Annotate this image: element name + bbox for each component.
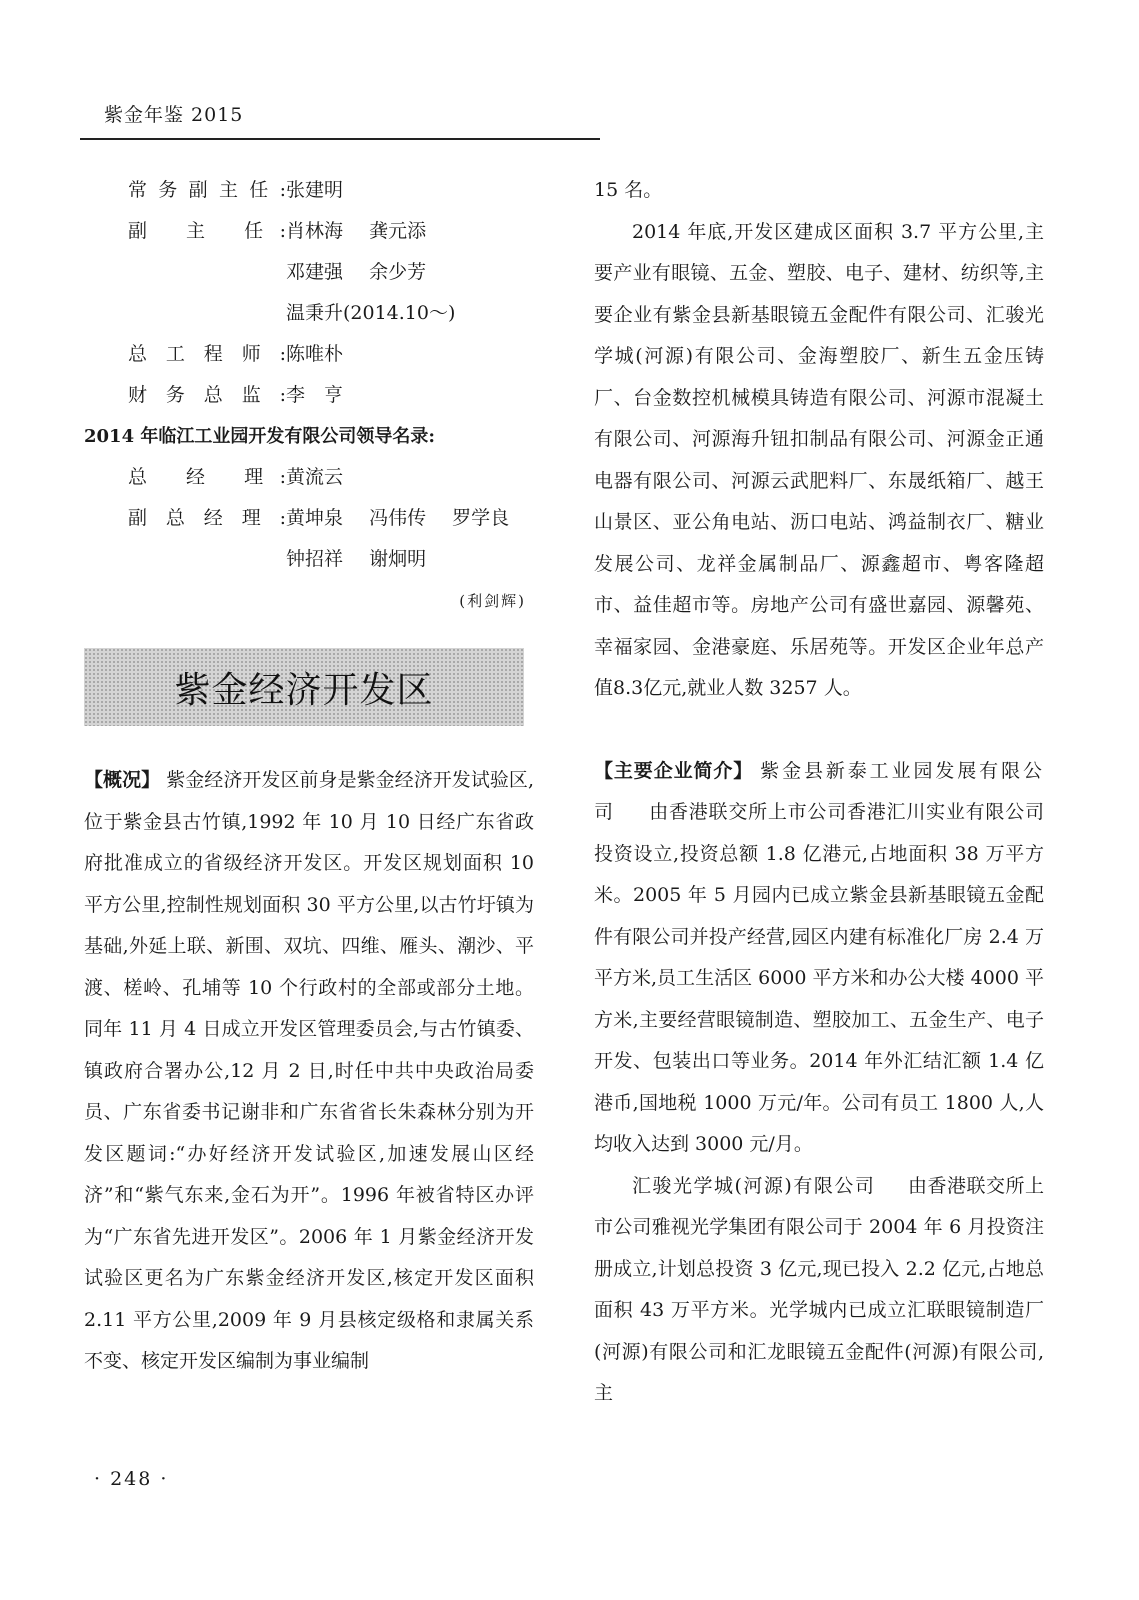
- roster-row: [84, 375, 534, 416]
- roster-role: 常务副主任:: [128, 179, 286, 201]
- roster-name: 李 亨: [286, 384, 344, 406]
- overview-tag: 【概况】: [84, 769, 161, 791]
- leadership-roster: [84, 170, 534, 618]
- roster-name: 肖林海: [286, 220, 344, 242]
- roster-name: 钟招祥: [286, 548, 344, 570]
- enterprise-text: 由香港联交所上市公司香港汇川实业有限公司投资设立,投资总额 1.8 亿港元,占地面积 38 万平方米。2005 年 5 月园内已成立紫金县新基眼镜五金配件有限公司并投产经营,园区内建有标准化厂房 2.4 万平方米,员工生活区 6000 平方米和办公大楼 4000 平方米,主要经营眼镜制造、塑胶加工、五金生产、电子开发、包装出口等业务。2014 年外汇结汇额 1.4 亿港币,国地税 1000 万元/年。公司有员工 1800 人,人均收入达到 3000 元/月。: [594, 801, 1044, 1155]
- roster-name: 龚元添: [369, 220, 427, 242]
- roster-role: 副总经理:: [128, 507, 286, 529]
- roster-role: 副 主 任:: [128, 220, 286, 242]
- roster-name: 温秉升(2014.10～): [286, 302, 456, 324]
- roster-row: [84, 252, 534, 293]
- author-credit: (利剑辉): [459, 592, 526, 610]
- overview-text: 紫金经济开发区前身是紫金经济开发试验区,位于紫金县古竹镇,1992 年 10 月 10 日经广东省政府批准成立的省级经济开发区。开发区规划面积 10 平方公里,控制性规划面积 30 平方公里,以古竹圩镇为基础,外延上联、新围、双坑、四维、雁头、潮沙、平渡、槎岭、孔埔等 10 个行政村的全部或部分土地。同年 11 月 4 日成立开发区管理委员会,与古竹镇委、镇政府合署办公,12 月 2 日,时任中共中央政治局委员、广东省委书记谢非和广东省省长朱森林分别为开发区题词:“办好经济开发试验区,加速发展山区经济”和“紫气东来,金石为开”。1996 年被省特区办评为“广东省先进开发区”。2006 年 1 月紫金经济开发试验区更名为广东紫金经济开发区,核定开发区面积 2.11 平方公里,2009 年 9 月县核定级格和隶属关系不变、核定开发区编制为事业编制: [84, 769, 534, 1372]
- roster-row: [84, 334, 534, 375]
- roster-name: 黄坤泉: [286, 507, 344, 529]
- enterprise-tag: 【主要企业简介】: [594, 759, 754, 782]
- company-roster-heading: 2014 年临江工业园开发有限公司领导名录:: [84, 426, 436, 447]
- roster-role: 财务总监:: [128, 384, 286, 406]
- roster-row: [84, 498, 534, 539]
- roster-row: [84, 170, 534, 211]
- overview-paragraph: [84, 760, 534, 1383]
- section-title: 紫金经济开发区: [174, 669, 434, 711]
- running-header: 紫金年鉴 2015: [104, 104, 244, 126]
- right-column: [594, 170, 1044, 1415]
- roster-name: 谢炯明: [369, 548, 427, 570]
- roster-name: 黄流云: [286, 466, 344, 488]
- enterprise-name: 紫金县新泰工业园发展有限公司: [594, 759, 1044, 823]
- roster-name: 罗学良: [452, 507, 510, 529]
- roster-role: 总工程师:: [128, 343, 286, 365]
- enterprise-paragraph: [594, 1166, 1044, 1415]
- roster-name: 陈唯朴: [286, 343, 344, 365]
- enterprise-name: 汇骏光学城(河源)有限公司: [632, 1174, 876, 1197]
- roster-name: 张建明: [286, 179, 344, 201]
- roster-row: [84, 211, 534, 252]
- roster-name: 余少芳: [369, 261, 427, 283]
- enterprise-paragraph: [594, 751, 1044, 1166]
- roster-role: 总 经 理:: [128, 466, 286, 488]
- continued-text: 15 名。: [594, 179, 663, 201]
- enterprise-text: 由香港联交所上市公司雅视光学集团有限公司于 2004 年 6 月投资注册成立,计划总投资 3 亿元,现已投入 2.2 亿元,占地总面积 43 万平方米。光学城内已成立汇联眼镜制造厂(河源)有限公司和汇龙眼镜五金配件(河源)有限公司,主: [594, 1174, 1044, 1404]
- roster-row: [84, 457, 534, 498]
- development-paragraph: 2014 年底,开发区建成区面积 3.7 平方公里,主要产业有眼镜、五金、塑胶、电子、建材、纺织等,主要企业有紫金县新基眼镜五金配件有限公司、汇骏光学城(河源)有限公司、金海塑胶厂、新生五金压铸厂、台金数控机械模具铸造有限公司、河源市混凝土有限公司、河源海升钮扣制品有限公司、河源金正通电器有限公司、河源云武肥料厂、东晟纸箱厂、越王山景区、亚公角电站、沥口电站、鸿益制衣厂、糖业发展公司、龙祥金属制品厂、源鑫超市、粤客隆超市、益佳超市等。房地产公司有盛世嘉园、源馨苑、幸福家园、金港豪庭、乐居苑等。开发区企业年总产值8.3亿元,就业人数 3257 人。: [594, 220, 1044, 699]
- page-number: · 248 ·: [94, 1468, 169, 1490]
- roster-name: 邓建强: [286, 261, 344, 283]
- section-title-box: [84, 648, 524, 726]
- header-rule: [80, 138, 600, 140]
- roster-name: 冯伟传: [369, 507, 427, 529]
- left-column: [84, 170, 534, 1383]
- roster-row: [84, 539, 534, 580]
- roster-row: [84, 293, 534, 334]
